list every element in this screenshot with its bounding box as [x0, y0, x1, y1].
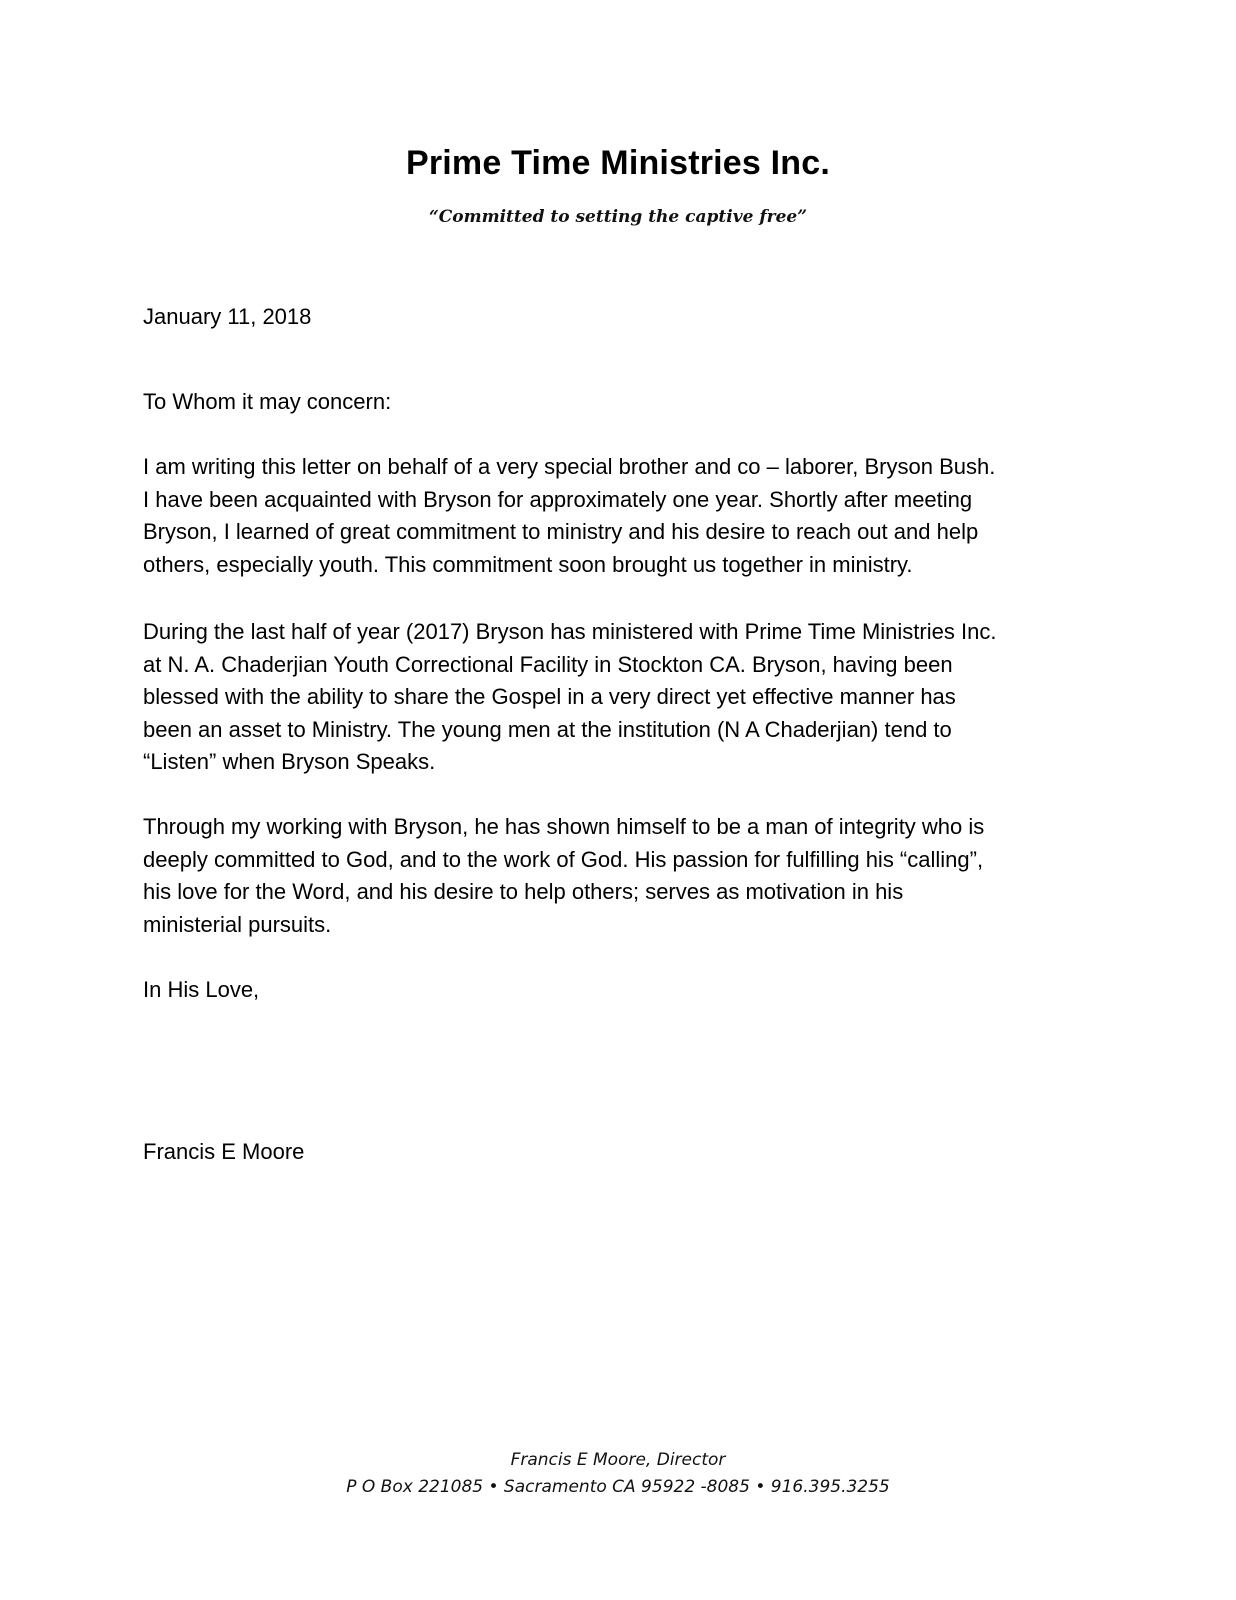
paragraph-line: Bryson, I learned of great commitment to ministry and his desire to reach out and help	[143, 519, 979, 544]
paragraph-line: deeply committed to God, and to the work of God. His passion for fulfilling his “calling”,	[143, 846, 984, 872]
letter-paragraph-3	[143, 811, 984, 941]
paragraph-line: “Listen” when Bryson Speaks.	[143, 749, 436, 774]
paragraph-line: blessed with the ability to share the Gospel in a very direct yet effective manner has	[143, 684, 956, 709]
paragraph-line: I have been acquainted with Bryson for approximately one year. Shortly after meeting	[143, 486, 973, 512]
organization-name: Prime Time Ministries Inc.	[405, 144, 831, 182]
footer-director-line: Francis E Moore, Director	[510, 1450, 726, 1470]
letter-paragraph-2	[143, 616, 996, 779]
paragraph-line: been an asset to Ministry. The young men at the institution (N A Chaderjian) tend to	[143, 716, 952, 742]
letter-closing: In His Love,	[143, 977, 260, 1002]
paragraph-line: his love for the Word, and his desire to help others; serves as motivation in his	[143, 879, 904, 904]
paragraph-line: During the last half of year (2017) Bryson has ministered with Prime Time Ministries Inc.	[143, 619, 997, 644]
paragraph-line: others, especially youth. This commitment soon brought us together in ministry.	[143, 551, 913, 577]
paragraph-line: I am writing this letter on behalf of a very special brother and co – laborer, Bryson Bush.	[143, 454, 996, 479]
letter-date: January 11, 2018	[143, 304, 312, 329]
paragraph-line: ministerial pursuits.	[143, 911, 332, 937]
paragraph-line: Through my working with Bryson, he has shown himself to be a man of integrity who is	[143, 814, 985, 839]
paragraph-line: at N. A. Chaderjian Youth Correctional Facility in Stockton CA. Bryson, having been	[143, 651, 953, 677]
letter-signature: Francis E Moore	[143, 1139, 305, 1164]
organization-tagline: “Committed to setting the captive free”	[428, 207, 808, 227]
footer-address-line: P O Box 221085 • Sacramento CA 95922 -8085 • 916.395.3255	[346, 1477, 890, 1497]
letter-greeting: To Whom it may concern:	[143, 389, 392, 414]
letter-paragraph-1	[143, 451, 995, 581]
